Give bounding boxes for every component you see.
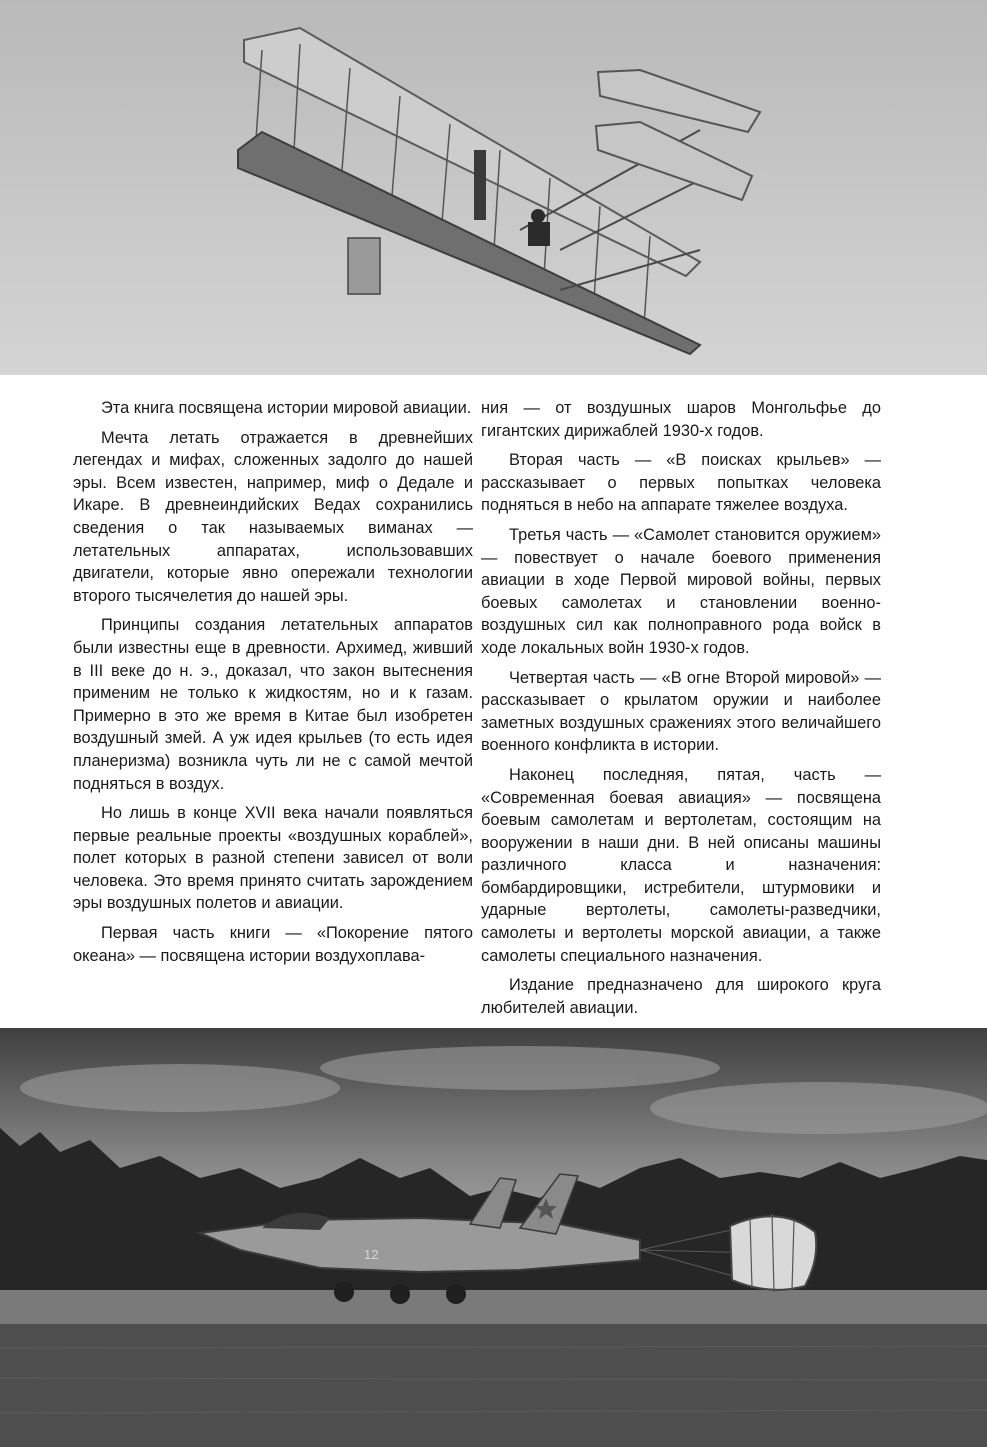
paragraph: Вторая часть — «В поисках крыльев» — рассказывает о первых попытках человека подняться в небо на аппарате тяжелее воздуха.: [481, 451, 881, 515]
paragraph-continued: ния — от воздушных шаров Монгольфье до гигантских дирижаблей 1930-х годов.: [481, 399, 881, 440]
paragraph: Но лишь в конце XVII века начали появляться первые реальные проекты «воздушных кораблей», полет которых в разной степени зависел от воли человека. Это время принято считать зарождением эры воздушных полетов и авиации.: [73, 804, 473, 913]
tail-number: 12: [364, 1247, 379, 1262]
biplane-illustration: [0, 0, 987, 375]
paragraph: Издание предназначено для широкого круга любителей авиации.: [481, 976, 881, 1017]
text-column-right: [481, 397, 881, 1026]
paragraph: Наконец последняя, пятая, часть — «Современная боевая авиация» — посвящена боевым самолетам и вертолетам, состоящим на вооружении в наши дни. В ней описаны машины различного класса и назначения: бомбардировщики, истребители, штурмовики и ударные вертолеты, самолеты-разведчики, самолеты и вертолеты морской авиации, а также самолеты специального назначения.: [481, 765, 881, 965]
paragraph: Третья часть — «Самолет становится оружием» — повествует о начале боевого применения авиации в ходе Первой мировой войны, первых боевых самолетах и становлении военно-воздушных сил как полноправного рода войск в ходе локальных войн 1930-х годов.: [481, 525, 881, 657]
text-column-left: [73, 397, 473, 974]
paragraph: Четвертая часть — «В огне Второй мировой» — рассказывает о крылатом оружии и наиболее заметных воздушных сражениях этого величайшего военного конфликта в истории.: [481, 668, 881, 755]
paragraph: Первая часть книги — «Покорение пятого океана» — посвящена истории воздухоплава-: [73, 924, 473, 965]
paragraph: Эта книга посвящена истории мировой авиации.: [101, 399, 472, 417]
paragraph: Принципы создания летательных аппаратов были известны еще в древности. Архимед, живший в III веке до н. э., доказал, что закон вытеснения применим не только к жидкостям, но и к газам. Примерно в это же время в Китае был изобретен воздушный змей. А уж идея крыльев (то есть идея планеризма) возникла чуть ли не с самой мечтой подняться в воздух.: [73, 616, 473, 793]
jet-landing-illustration: [0, 1028, 987, 1447]
mig29-landing-photo: [0, 1028, 987, 1447]
paragraph: Мечта летать отражается в древнейших легендах и мифах, сложенных задолго до нашей эры. Всем известен, например, миф о Дедале и Икаре. В древнеиндийских Ведах сохранились сведения о так называемых виманах — летательных аппаратах, использовавших двигатели, которые явно опережали технологии второго тысячелетия до нашей эры.: [73, 428, 473, 605]
wright-biplane-photo: [0, 0, 987, 375]
